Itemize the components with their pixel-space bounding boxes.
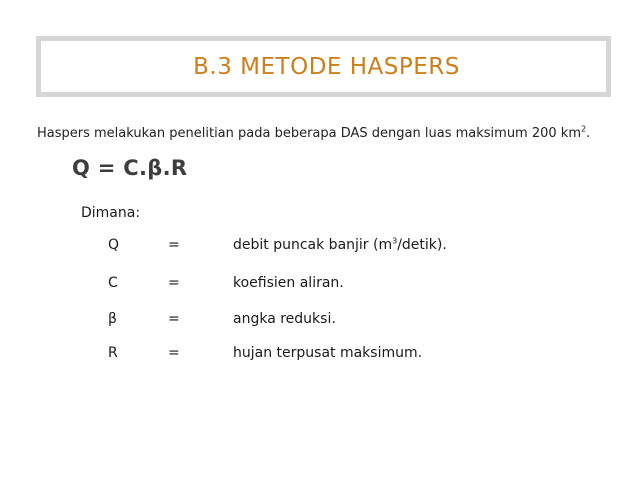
title-box bbox=[36, 36, 611, 97]
definition-equals: = bbox=[168, 275, 180, 291]
formula: Q = C.β.R bbox=[72, 156, 188, 180]
definition-superscript: 3 bbox=[392, 236, 398, 246]
intro-text bbox=[37, 126, 590, 141]
definition-equals: = bbox=[168, 345, 180, 361]
definition-symbol: β bbox=[108, 311, 117, 327]
definition-description-tail: /detik). bbox=[397, 237, 447, 253]
definition-row-beta bbox=[0, 311, 638, 331]
intro-suffix: . bbox=[586, 126, 591, 141]
definition-symbol: R bbox=[108, 345, 118, 361]
definition-row-c bbox=[0, 275, 638, 295]
where-label: Dimana: bbox=[81, 205, 141, 221]
definition-symbol: C bbox=[108, 275, 118, 291]
definition-description-main: debit puncak banjir (m bbox=[233, 237, 393, 253]
definition-row-q bbox=[0, 237, 638, 257]
definition-description: hujan terpusat maksimum. bbox=[233, 345, 423, 361]
definition-symbol: Q bbox=[108, 237, 120, 253]
intro-text-main: Haspers melakukan penelitian pada beberapa DAS dengan luas maksimum 200 km bbox=[37, 126, 581, 141]
definition-equals: = bbox=[168, 311, 180, 327]
intro-superscript: 2 bbox=[581, 124, 587, 134]
definition-description: angka reduksi. bbox=[233, 311, 336, 327]
definition-row-r bbox=[0, 345, 638, 365]
definition-description: koefisien aliran. bbox=[233, 275, 344, 291]
slide-title: B.3 METODE HASPERS bbox=[193, 53, 460, 80]
definition-equals: = bbox=[168, 237, 180, 253]
definition-description bbox=[233, 237, 447, 253]
